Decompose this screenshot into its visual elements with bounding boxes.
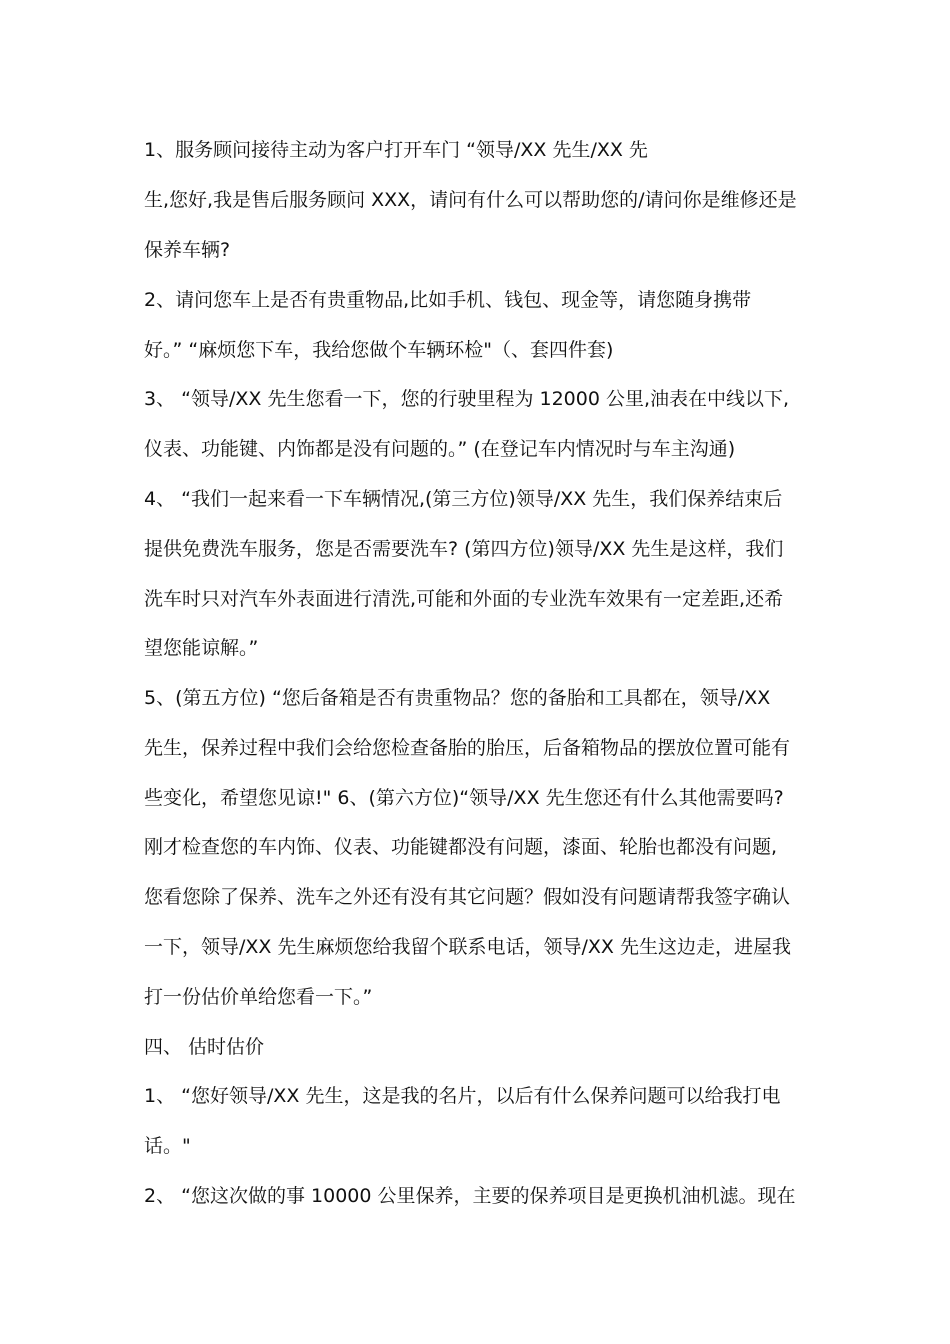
text-line: 先生，保养过程中我们会给您检查备胎的胎压，后备箱物品的摆放位置可能有 xyxy=(144,737,791,759)
text-line: 生,您好,我是售后服务顾问 XXX，请问有什么可以帮助您的/请问你是维修还是 xyxy=(144,189,797,211)
text-line: 刚才检查您的车内饰、仪表、功能键都没有问题，漆面、轮胎也都没有问题, xyxy=(144,836,778,858)
text-line: 3、 “领导/XX 先生您看一下，您的行驶里程为 12000 公里,油表在中线以下, xyxy=(144,388,790,410)
text-line: 5、(第五方位) “您后备箱是否有贵重物品？您的备胎和工具都在，领导/XX xyxy=(144,687,771,709)
text-line: 2、 “您这次做的事 10000 公里保养，主要的保养项目是更换机油机滤。现在 xyxy=(144,1185,796,1207)
text-line: 1、服务顾问接待主动为客户打开车门 “领导/XX 先生/XX 先 xyxy=(144,139,648,161)
text-line: 打一份估价单给您看一下。” xyxy=(144,986,373,1008)
text-line: 保养车辆? xyxy=(144,239,231,261)
text-line: 仪表、功能键、内饰都是没有问题的。” (在登记车内情况时与车主沟通) xyxy=(144,438,736,460)
text-line: 好。” “麻烦您下车，我给您做个车辆环检"（、套四件套) xyxy=(144,339,614,361)
text-line: 您看您除了保养、洗车之外还有没有其它问题？假如没有问题请帮我签字确认 xyxy=(144,886,791,908)
text-line: 洗车时只对汽车外表面进行清洗,可能和外面的专业洗车效果有一定差距,还希 xyxy=(144,588,784,610)
text-line: 提供免费洗车服务，您是否需要洗车? (第四方位)领导/XX 先生是这样，我们 xyxy=(144,538,784,560)
text-line: 话。" xyxy=(144,1135,191,1157)
text-line: 1、 “您好领导/XX 先生，这是我的名片，以后有什么保养问题可以给我打电 xyxy=(144,1085,781,1107)
section-heading: 四、 估时估价 xyxy=(144,1036,265,1058)
text-line: 2、请问您车上是否有贵重物品,比如手机、钱包、现金等，请您随身携带 xyxy=(144,289,752,311)
text-line: 一下，领导/XX 先生麻烦您给我留个联系电话，领导/XX 先生这边走，进屋我 xyxy=(144,936,791,958)
text-line: 望您能谅解。” xyxy=(144,637,259,659)
text-line: 4、 “我们一起来看一下车辆情况,(第三方位)领导/XX 先生，我们保养结束后 xyxy=(144,488,783,510)
text-line: 些变化，希望您见谅!" 6、(第六方位)“领导/XX 先生您还有什么其他需要吗? xyxy=(144,787,784,809)
